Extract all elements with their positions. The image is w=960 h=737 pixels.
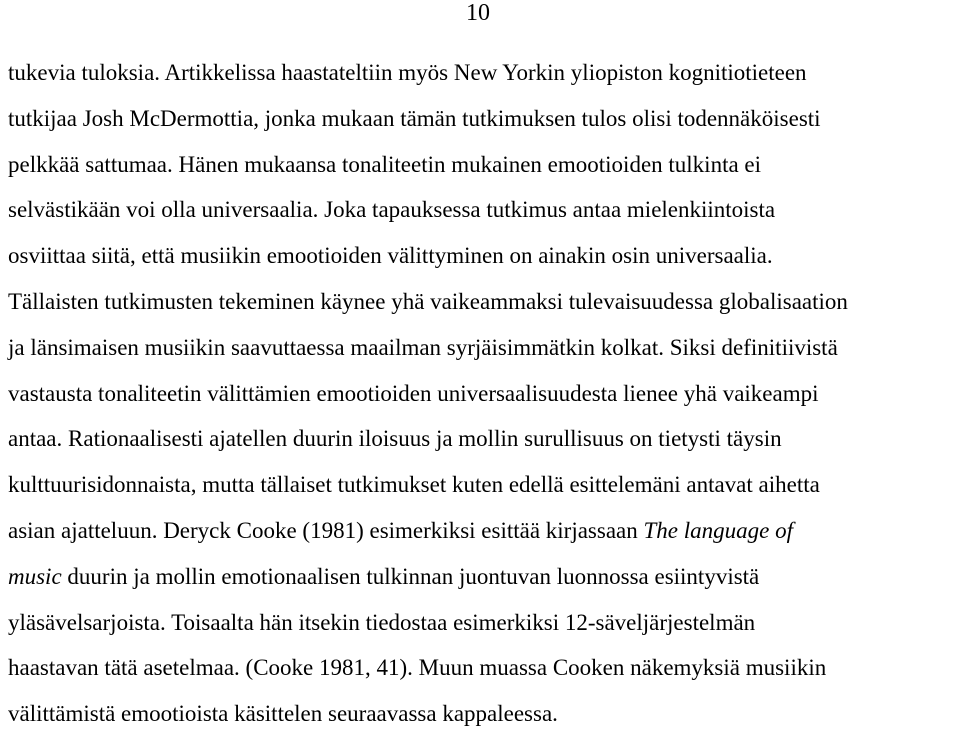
text-segment: duurin ja mollin emotionaalisen tulkinnan juontuvan luonnossa esiintyvistä bbox=[61, 563, 760, 589]
text-line: haastavan tätä asetelmaa. (Cooke 1981, 41). Muun muassa Cooken näkemyksiä musiikin bbox=[8, 655, 827, 681]
text-line: kulttuurisidonnaista, mutta tällaiset tutkimukset kuten edellä esittelemäni antavat aihetta bbox=[8, 472, 820, 498]
text-line bbox=[8, 508, 960, 554]
book-title-part: music bbox=[8, 563, 62, 589]
text-line: pelkkää sattumaa. Hänen mukaansa tonaliteetin mukainen emootioiden tulkinta ei bbox=[8, 151, 762, 177]
text-line bbox=[8, 554, 960, 600]
text-line: välittämistä emootioista käsittelen seuraavassa kappaleessa. bbox=[8, 701, 558, 727]
text-line: selvästikään voi olla universaalia. Joka tapauksessa tutkimus antaa mielenkiintoista bbox=[8, 197, 776, 223]
book-title-part: The language of bbox=[643, 517, 793, 543]
text-line: tutkijaa Josh McDermottia, jonka mukaan tämän tutkimuksen tulos olisi todennäköisesti bbox=[8, 105, 821, 131]
text-line: ja länsimaisen musiikin saavuttaessa maailman syrjäisimmätkin kolkat. Siksi definitiivistä bbox=[8, 334, 838, 360]
text-line: antaa. Rationaalisesti ajatellen duurin iloisuus ja mollin surullisuus on tietysti täysin bbox=[8, 426, 782, 452]
text-line: tukevia tuloksia. Artikkelissa haastateltiin myös New Yorkin yliopiston kognitiotieteen bbox=[8, 60, 807, 85]
text-line: vastausta tonaliteetin välittämien emootioiden universaalisuudesta lienee yhä vaikeampi bbox=[8, 380, 819, 406]
text-line: osviittaa siitä, että musiikin emootioiden välittyminen on ainakin osin universaalia. bbox=[8, 243, 773, 269]
body-paragraph bbox=[8, 50, 960, 737]
text-segment: asian ajatteluun. Deryck Cooke (1981) esimerkiksi esittää kirjassaan bbox=[8, 517, 644, 543]
page-number: 10 bbox=[466, 0, 490, 26]
text-line: Tällaisten tutkimusten tekeminen käynee yhä vaikeammaksi tulevaisuudessa globalisaation bbox=[8, 288, 848, 314]
text-line: yläsävelsarjoista. Toisaalta hän itsekin tiedostaa esimerkiksi 12-säveljärjestelmän bbox=[8, 609, 756, 635]
